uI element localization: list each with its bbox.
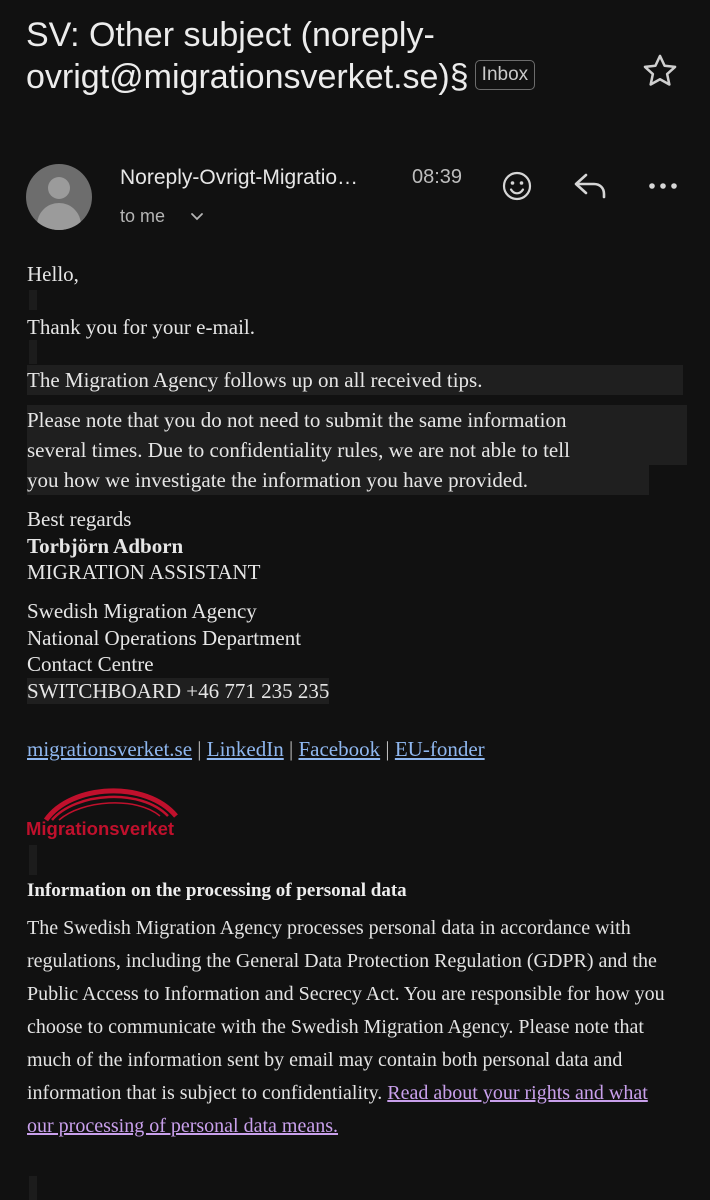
star-icon[interactable]: [641, 52, 679, 90]
organization-block: [27, 598, 329, 704]
privacy-link[interactable]: Read about your rights and what our processing of personal data means.: [27, 1082, 648, 1137]
more-icon[interactable]: [648, 181, 678, 191]
avatar-body: [37, 203, 81, 230]
switchboard: SWITCHBOARD +46 771 235 235: [27, 678, 330, 703]
link-separator: |: [385, 737, 390, 761]
logo-text: Migrationsverket: [26, 818, 175, 839]
signer-name: Torbjörn Adborn: [27, 533, 184, 558]
link-linkedin[interactable]: LinkedIn: [206, 737, 284, 761]
subject-text: SV: Other subject (noreply-ovrigt@migrationsverket.se)§: [26, 16, 469, 96]
link-facebook[interactable]: Facebook: [298, 737, 381, 761]
link-separator: |: [197, 737, 202, 761]
note-line: you how we investigate the information you have provided.: [27, 465, 649, 495]
greeting: Hello,: [27, 262, 79, 286]
avatar-head: [48, 177, 70, 199]
migrationsverket-logo: [26, 776, 188, 842]
footer-links: [27, 734, 485, 764]
sender-name[interactable]: Noreply-Ovrigt-Migratio…: [120, 166, 359, 189]
reply-icon[interactable]: [573, 171, 609, 201]
note-line: Please note that you do not need to submit the same information: [27, 405, 687, 435]
chevron-down-icon[interactable]: [190, 212, 204, 222]
sent-time: 08:39: [412, 166, 463, 188]
link-eu-fonder[interactable]: EU-fonder: [394, 737, 485, 761]
signature-block: [27, 506, 260, 586]
thanks-line: Thank you for your e-mail.: [27, 315, 256, 339]
quote-marker: [29, 845, 37, 875]
privacy-heading: Information on the processing of personal data: [27, 880, 407, 901]
email-subject: [26, 14, 586, 98]
org-line: National Operations Department: [27, 625, 302, 650]
inbox-label[interactable]: Inbox: [475, 60, 535, 90]
note-paragraph: [27, 405, 687, 495]
signer-title: MIGRATION ASSISTANT: [27, 560, 261, 584]
sender-avatar[interactable]: [26, 164, 92, 230]
recipient-summary[interactable]: to me: [120, 206, 166, 226]
org-line: Swedish Migration Agency: [27, 599, 257, 623]
privacy-text: The Swedish Migration Agency processes personal data in accordance with regulations, including the General Data Protection Regulation (GDPR) and the Public Access to Information and Secrecy Act. You are responsible for how you choose to communicate with the Swedish Migration Agency. Please note that much of the information sent by email may contain both personal data and information that is subject to confidentiality.: [27, 917, 665, 1104]
privacy-paragraph: [27, 912, 677, 1143]
quote-marker: [29, 290, 37, 310]
org-line: Contact Centre: [27, 652, 154, 676]
emoji-icon[interactable]: [501, 170, 533, 202]
quote-marker: [29, 340, 37, 364]
follow-up-line: The Migration Agency follows up on all received tips.: [27, 365, 683, 395]
closing: Best regards: [27, 507, 132, 531]
note-line: several times. Due to confidentiality rules, we are not able to tell: [27, 435, 687, 465]
quote-marker: [29, 1176, 37, 1200]
link-separator: |: [289, 737, 294, 761]
link-migrationsverket[interactable]: migrationsverket.se: [27, 737, 193, 761]
